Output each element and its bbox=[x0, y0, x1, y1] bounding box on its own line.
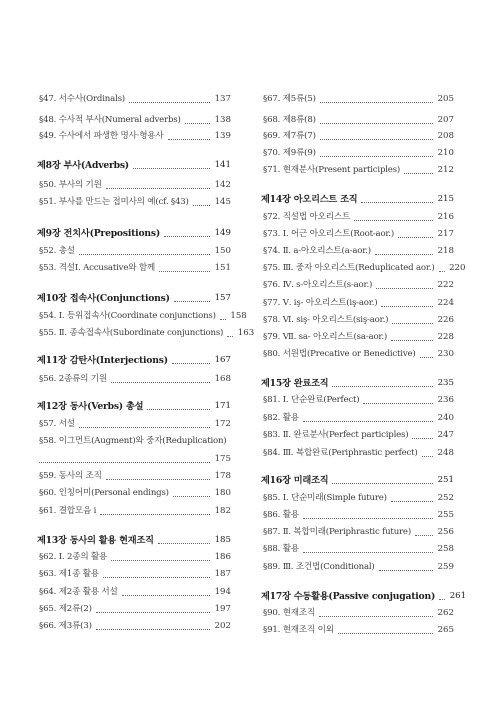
toc-page-number: 139 bbox=[214, 131, 231, 141]
dot-leader bbox=[303, 517, 433, 519]
toc-chapter-entry bbox=[37, 155, 231, 171]
toc-entry-title: §80. 서원법(Precative or Benedictive) bbox=[263, 349, 416, 359]
toc-page-number: 171 bbox=[214, 401, 231, 411]
toc-entry-title: §91. 현재조직 이외 bbox=[263, 625, 334, 635]
toc-section-entry bbox=[37, 501, 231, 517]
toc-page-number: 167 bbox=[214, 355, 231, 365]
toc-page-number: 185 bbox=[214, 535, 231, 545]
dot-leader bbox=[96, 628, 210, 630]
toc-section-entry bbox=[37, 466, 231, 482]
toc-section-entry bbox=[37, 89, 231, 105]
toc-entry-title: §79. Ⅶ. sa- 아오리스트(sa-aor.) bbox=[263, 332, 388, 342]
dot-leader bbox=[381, 305, 433, 307]
toc-entry-title: 제15장 완료조직 bbox=[261, 378, 329, 389]
toc-section-entry bbox=[37, 449, 231, 465]
dot-leader bbox=[404, 172, 433, 174]
toc-section-entry bbox=[37, 241, 231, 257]
dot-leader bbox=[103, 576, 210, 578]
dot-leader bbox=[164, 235, 210, 237]
toc-entry-title: §75. Ⅲ. 중자 아오리스트(Reduplicated aor.) bbox=[263, 263, 435, 273]
toc-entry-title: §76. Ⅳ. s-아오리스트(s-aor.) bbox=[263, 280, 373, 290]
toc-page-number: 258 bbox=[437, 544, 454, 554]
toc-entry-title: §74. Ⅱ. a-아오리스트(a-aor.) bbox=[263, 246, 371, 256]
toc-entry-title: 제8장 부사(Adverbs) bbox=[37, 160, 129, 171]
toc-page-number: 163 bbox=[237, 328, 255, 338]
toc-entry-title: 제14장 아오리스트 조직 bbox=[261, 194, 358, 205]
toc-page-number: 236 bbox=[437, 395, 454, 405]
toc-entry-title: §68. 제8류(8) bbox=[263, 115, 316, 125]
toc-page-number: 205 bbox=[437, 94, 454, 104]
toc-entry-title: §66. 제3류(3) bbox=[39, 621, 92, 631]
toc-section-entry bbox=[37, 599, 231, 615]
toc-page-number: 252 bbox=[437, 493, 454, 503]
toc-page-number: 248 bbox=[437, 448, 454, 458]
toc-page-number: 222 bbox=[437, 280, 454, 290]
toc-entry-title: §84. Ⅲ. 복합완료(Periphrastic perfect) bbox=[263, 448, 418, 458]
toc-page-number: 202 bbox=[214, 621, 231, 631]
toc-section-entry bbox=[261, 143, 454, 159]
dot-leader bbox=[391, 500, 433, 502]
toc-page-number: 216 bbox=[437, 212, 454, 222]
toc-section-entry bbox=[261, 258, 466, 274]
dot-leader bbox=[147, 408, 210, 410]
toc-chapter-entry bbox=[37, 396, 231, 412]
toc-page-number: 256 bbox=[437, 527, 454, 537]
dot-leader bbox=[133, 167, 210, 169]
dot-leader bbox=[174, 300, 210, 302]
dot-leader bbox=[332, 385, 433, 387]
toc-entry-title: §83. Ⅱ. 완료분사(Perfect participles) bbox=[263, 430, 409, 440]
toc-entry-title: 제12장 동사(Verbs) 총설 bbox=[37, 401, 144, 412]
toc-page-number: 247 bbox=[437, 430, 454, 440]
dot-leader bbox=[392, 322, 433, 324]
dot-leader bbox=[332, 482, 433, 484]
toc-page-number: 208 bbox=[437, 131, 454, 141]
toc-chapter-entry bbox=[261, 586, 467, 602]
toc-chapter-entry bbox=[37, 530, 231, 546]
toc-page-number: 151 bbox=[214, 263, 231, 273]
toc-page-number: 150 bbox=[214, 246, 231, 256]
toc-section-entry bbox=[261, 522, 454, 538]
toc-page-number: 187 bbox=[214, 569, 231, 579]
toc-section-entry bbox=[261, 224, 454, 240]
dot-leader bbox=[159, 270, 210, 272]
toc-section-entry bbox=[261, 310, 454, 326]
toc-page-number: 255 bbox=[437, 510, 454, 520]
toc-section-entry bbox=[261, 620, 454, 636]
dot-leader bbox=[320, 122, 433, 124]
toc-page-number: 157 bbox=[214, 293, 231, 303]
toc-page-number: 168 bbox=[214, 374, 231, 384]
toc-page-number: 194 bbox=[214, 587, 231, 597]
toc-entry-title: §51. 부사를 만드는 접미사의 예(cf. §43) bbox=[39, 197, 189, 207]
dot-leader bbox=[439, 270, 445, 272]
toc-chapter-entry bbox=[261, 373, 454, 389]
toc-section-entry bbox=[37, 110, 231, 126]
toc-section-entry bbox=[261, 425, 454, 441]
toc-page-number: 158 bbox=[230, 311, 247, 321]
toc-section-entry bbox=[261, 293, 454, 309]
toc-page-number: 137 bbox=[214, 94, 231, 104]
toc-section-entry bbox=[37, 323, 255, 339]
dot-leader bbox=[379, 569, 433, 571]
toc-section-entry bbox=[37, 126, 231, 142]
toc-entry-title: §60. 인칭어미(Personal endings) bbox=[39, 488, 169, 498]
toc-entry-title: §87. Ⅱ. 복합미래(Periphrastic future) bbox=[263, 527, 411, 537]
toc-section-entry bbox=[261, 89, 454, 105]
dot-leader bbox=[111, 381, 210, 383]
toc-chapter-entry bbox=[37, 288, 231, 304]
toc-chapter-entry bbox=[261, 189, 454, 205]
toc-section-entry bbox=[261, 275, 454, 291]
toc-entry-title: §48. 수사적 부사(Numeral adverbs) bbox=[39, 115, 181, 125]
toc-section-entry bbox=[261, 557, 454, 573]
toc-page-number: 142 bbox=[214, 180, 231, 190]
dot-leader bbox=[319, 615, 433, 617]
dot-leader bbox=[415, 534, 433, 536]
toc-chapter-entry bbox=[37, 223, 231, 239]
toc-entry-title: §71. 현재분사(Present participles) bbox=[263, 165, 401, 175]
dot-leader bbox=[422, 455, 433, 457]
dot-leader bbox=[111, 559, 210, 561]
dot-leader bbox=[439, 598, 445, 600]
toc-entry-title: §73. Ⅰ. 어근 아오리스트(Root-aor.) bbox=[263, 229, 395, 239]
toc-section-entry bbox=[37, 483, 231, 499]
toc-page-number: 220 bbox=[449, 263, 466, 273]
toc-section-entry bbox=[37, 431, 231, 447]
toc-entry-title: §65. 제2류(2) bbox=[39, 604, 92, 614]
dot-leader bbox=[122, 594, 210, 596]
toc-page-number: 182 bbox=[214, 506, 231, 516]
toc-entry-title: §53. 격설Ⅰ. Accusative와 함께 bbox=[39, 263, 156, 273]
toc-page-number: 207 bbox=[437, 115, 454, 125]
toc-page-number: 251 bbox=[437, 475, 454, 485]
dot-leader bbox=[375, 253, 433, 255]
dot-leader bbox=[39, 461, 210, 463]
toc-entry-title: §81. Ⅰ. 단순완료(Perfect) bbox=[263, 395, 360, 405]
toc-entry-title: §64. 제2종 활용 서설 bbox=[39, 587, 118, 597]
toc-entry-title: §89. Ⅲ. 조건법(Conditional) bbox=[263, 562, 375, 572]
toc-entry-title: §58. 이그먼트(Augment)와 중자(Reduplication) bbox=[39, 436, 227, 446]
toc-page-number: 175 bbox=[214, 454, 231, 464]
toc-section-entry bbox=[37, 369, 231, 385]
toc-page-number: 228 bbox=[437, 332, 454, 342]
toc-page-number: 218 bbox=[437, 246, 454, 256]
dot-leader bbox=[96, 611, 210, 613]
dot-leader bbox=[79, 426, 210, 428]
toc-page-number: 230 bbox=[437, 349, 454, 359]
dot-leader bbox=[363, 402, 433, 404]
dot-leader bbox=[158, 542, 210, 544]
toc-section-entry bbox=[261, 327, 454, 343]
toc-page-number: 212 bbox=[437, 165, 454, 175]
dot-leader bbox=[320, 101, 433, 103]
toc-section-entry bbox=[261, 344, 454, 360]
toc-page-number: 138 bbox=[214, 115, 231, 125]
dot-leader bbox=[79, 253, 210, 255]
dot-leader bbox=[106, 187, 210, 189]
toc-page-number: 226 bbox=[437, 315, 454, 325]
dot-leader bbox=[361, 201, 433, 203]
toc-section-entry bbox=[261, 390, 454, 406]
toc-page-number: 240 bbox=[437, 413, 454, 423]
dot-leader bbox=[227, 335, 233, 337]
dot-leader bbox=[354, 219, 433, 221]
toc-entry-title: 제11장 감탄사(Interjections) bbox=[37, 355, 168, 366]
toc-page-number: 217 bbox=[437, 229, 454, 239]
dot-leader bbox=[100, 513, 210, 515]
dot-leader bbox=[173, 495, 210, 497]
toc-entry-title: §72. 직설법 아오리스트 bbox=[263, 212, 351, 222]
dot-leader bbox=[185, 122, 210, 124]
toc-entry-title: 제16장 미래조직 bbox=[261, 475, 329, 486]
toc-page-number: 149 bbox=[214, 228, 231, 238]
toc-page-number: 210 bbox=[437, 148, 454, 158]
toc-entry-title: 제17장 수동활용(Passive conjugation) bbox=[261, 591, 436, 602]
toc-entry-title: §47. 서수사(Ordinals) bbox=[39, 94, 125, 104]
toc-section-entry bbox=[37, 258, 231, 274]
toc-section-entry bbox=[37, 306, 247, 322]
toc-section-entry bbox=[37, 175, 231, 191]
dot-leader bbox=[303, 420, 433, 422]
dot-leader bbox=[193, 204, 210, 206]
dot-leader bbox=[220, 318, 226, 320]
toc-page-number: 180 bbox=[214, 488, 231, 498]
toc-entry-title: §55. Ⅱ. 종속접속사(Subordinate conjunctions) bbox=[39, 328, 224, 338]
toc-section-entry bbox=[261, 488, 454, 504]
toc-section-entry bbox=[261, 603, 454, 619]
toc-entry-title: §49. 수사에서 파생한 명사·형용사 bbox=[39, 131, 164, 141]
dot-leader bbox=[420, 356, 433, 358]
dot-leader bbox=[129, 101, 210, 103]
toc-section-entry bbox=[261, 505, 454, 521]
toc-entry-title: §88. 활용 bbox=[263, 544, 299, 554]
toc-entry-title: §54. Ⅰ. 등위접속사(Coordinate conjunctions) bbox=[39, 311, 216, 321]
toc-entry-title: §62. Ⅰ. 2종의 활용 bbox=[39, 552, 108, 562]
toc-entry-title: §52. 총설 bbox=[39, 246, 75, 256]
toc-entry-title: §90. 현재조직 bbox=[263, 608, 316, 618]
toc-page-number: 259 bbox=[437, 562, 454, 572]
toc-entry-title: §67. 제5류(5) bbox=[263, 94, 316, 104]
toc-entry-title: §56. 2종류의 기원 bbox=[39, 374, 108, 384]
toc-section-entry bbox=[261, 110, 454, 126]
toc-section-entry bbox=[261, 408, 454, 424]
toc-entry-title: 제13장 동사의 활용 현재조직 bbox=[37, 535, 154, 546]
toc-page-number: 224 bbox=[437, 298, 454, 308]
toc-entry-title: §70. 제9류(9) bbox=[263, 148, 316, 158]
dot-leader bbox=[168, 138, 210, 140]
toc-page-number: 145 bbox=[214, 197, 231, 207]
toc-entry-title: §59. 동사의 조직 bbox=[39, 471, 102, 481]
toc-entry-title: §69. 제7류(7) bbox=[263, 131, 316, 141]
dot-leader bbox=[172, 362, 210, 364]
toc-entry-title: §85. Ⅰ. 단순미래(Simple future) bbox=[263, 493, 387, 503]
toc-page-number: 235 bbox=[437, 378, 454, 388]
toc-entry-title: §61. 결합모음 i bbox=[39, 506, 97, 516]
dot-leader bbox=[398, 236, 433, 238]
toc-entry-title: §86. 활용 bbox=[263, 510, 299, 520]
dot-leader bbox=[338, 632, 433, 634]
toc-page-number: 265 bbox=[437, 625, 454, 635]
dot-leader bbox=[412, 437, 433, 439]
toc-entry-title: §50. 부사의 기원 bbox=[39, 180, 102, 190]
toc-entry-title: §82. 활용 bbox=[263, 413, 299, 423]
toc-section-entry bbox=[37, 192, 231, 208]
toc-entry-title: §77. Ⅴ. iş- 아오리스트(iş-aor.) bbox=[263, 298, 378, 308]
toc-entry-title: 제10장 접속사(Conjunctions) bbox=[37, 293, 170, 304]
dot-leader bbox=[391, 339, 433, 341]
toc-page-number: 261 bbox=[449, 591, 467, 601]
toc-entry-title: 제9장 전치사(Prepositions) bbox=[37, 228, 160, 239]
toc-chapter-entry bbox=[37, 350, 231, 366]
dot-leader bbox=[320, 155, 433, 157]
toc-entry-title: §57. 서설 bbox=[39, 419, 75, 429]
toc-section-entry bbox=[261, 443, 454, 459]
toc-section-entry bbox=[261, 160, 454, 176]
toc-chapter-entry bbox=[261, 470, 454, 486]
toc-section-entry bbox=[261, 207, 454, 223]
toc-page-number: 178 bbox=[214, 471, 231, 481]
toc-page-number: 197 bbox=[214, 604, 231, 614]
toc-page-number: 262 bbox=[437, 608, 454, 618]
toc-section-entry bbox=[37, 547, 231, 563]
toc-page-number: 186 bbox=[214, 552, 231, 562]
dot-leader bbox=[106, 478, 210, 480]
toc-page-number: 141 bbox=[214, 160, 231, 170]
toc-page-number: 172 bbox=[214, 419, 231, 429]
toc-section-entry bbox=[261, 539, 454, 555]
toc-section-entry bbox=[261, 241, 454, 257]
dot-leader bbox=[320, 138, 433, 140]
toc-section-entry bbox=[37, 616, 231, 632]
toc-section-entry bbox=[37, 564, 231, 580]
toc-page-number: 215 bbox=[437, 194, 454, 204]
toc-section-entry bbox=[261, 126, 454, 142]
toc-entry-title: §78. Ⅵ. siş- 아오리스트(siş-aor.) bbox=[263, 315, 389, 325]
toc-section-entry bbox=[37, 582, 231, 598]
toc-section-entry bbox=[37, 414, 231, 430]
dot-leader bbox=[376, 287, 433, 289]
dot-leader bbox=[303, 551, 433, 553]
toc-entry-title: §63. 제1종 활용 bbox=[39, 569, 99, 579]
